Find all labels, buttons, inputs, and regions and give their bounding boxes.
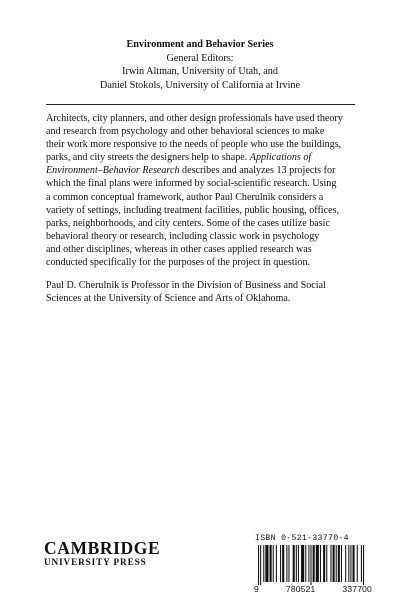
isbn-barcode-block [254,534,372,594]
divider-rule [46,104,355,105]
barcode-bar [258,545,259,585]
barcode-bar [308,545,309,582]
barcode-bar [305,545,306,582]
description-line: and research from psychology and other behavioral sciences to make [46,126,325,138]
barcode-bar [263,545,264,582]
barcode-bar [341,545,342,582]
barcode-bar [330,545,331,582]
description-line: and other disciplines, whereas in other cases applied research was [46,243,312,255]
publisher-name: CAMBRIDGE [44,538,161,558]
barcode-bar [357,545,358,582]
barcode-bar [273,545,274,582]
author-bio-line: Paul D. Cherulnik is Professor in the Division of Business and Social [46,280,326,291]
barcode-bar [350,545,351,582]
barcode-bar [333,545,335,582]
author-bio-line: Sciences at the University of Science and Arts of Oklahoma. [46,293,291,305]
barcode-bar [338,545,340,582]
barcode-bar [348,545,349,582]
barcode-bar [270,545,272,582]
description-line: which the final plans were informed by social-scientific research. Using [46,178,337,190]
barcode-bar [280,545,281,582]
book-title-italic: Applications of [249,152,312,164]
barcode-bar [286,545,287,582]
barcode-bar [260,545,261,585]
description-line: Architects, city planners, and other design professionals have used theory [46,113,343,124]
barcode-icon [254,545,372,585]
barcode-bar [313,545,315,582]
barcode-bar [301,545,304,582]
description-line: parks, neighborhoods, and city centers. Some of the cases utilize basic [46,217,330,229]
editor-altman: Irwin Altman, University of Utah, and [122,66,278,77]
barcode-digit-group: 337700 [342,584,372,594]
series-title: Environment and Behavior Series [126,39,274,50]
barcode-bar [298,545,299,582]
book-description [46,112,358,269]
barcode-bar [288,545,289,582]
publisher-subtitle: UNIVERSITY PRESS [44,557,147,567]
barcode-digit-group: 780521 [285,584,316,594]
book-title-italic: Environment–Behavior Research [46,165,180,177]
barcode-bar [363,545,364,585]
general-editors-label: General Editors: [166,52,234,64]
series-header [0,38,400,92]
description-line [46,164,358,177]
description-line: conducted specifically for the purposes of the project in question. [46,257,311,269]
publisher-logo [44,540,184,568]
barcode-bar [276,545,277,582]
barcode-bar [311,545,312,585]
barcode-bar [293,545,295,582]
barcode-bar [320,545,321,582]
description-line: their work more responsive to the needs of people who use the buildings, [46,139,342,151]
barcode-bar [282,545,284,582]
author-bio [46,279,358,305]
description-text: describes and analyzes 13 projects for [179,165,336,177]
barcode-bar [361,545,362,582]
description-line: variety of settings, including treatment facilities, public housing, offices, [46,204,340,216]
description-text: parks, and city streets the designers help to shape. [46,152,250,164]
barcode-bar [296,545,297,582]
description-line: behavioral theory or research, including classic work in psychology [46,230,320,242]
barcode-bar [336,545,337,582]
barcode-bar [345,545,346,582]
barcode-bar [323,545,325,582]
barcode-digit-group: 9 [254,584,259,594]
barcode-bar [265,545,268,582]
barcode-bar [316,545,319,582]
isbn-label: ISBN 0-521-33770-4 [255,534,349,543]
description-line [46,151,358,164]
barcode-bar [353,545,355,582]
barcode-digits [254,585,372,594]
barcode-bar [326,545,327,582]
editor-stokols: Daniel Stokols, University of California at Irvine [99,79,301,91]
description-line: a common conceptual framework, author Paul Cherulnik considers a [46,191,324,203]
